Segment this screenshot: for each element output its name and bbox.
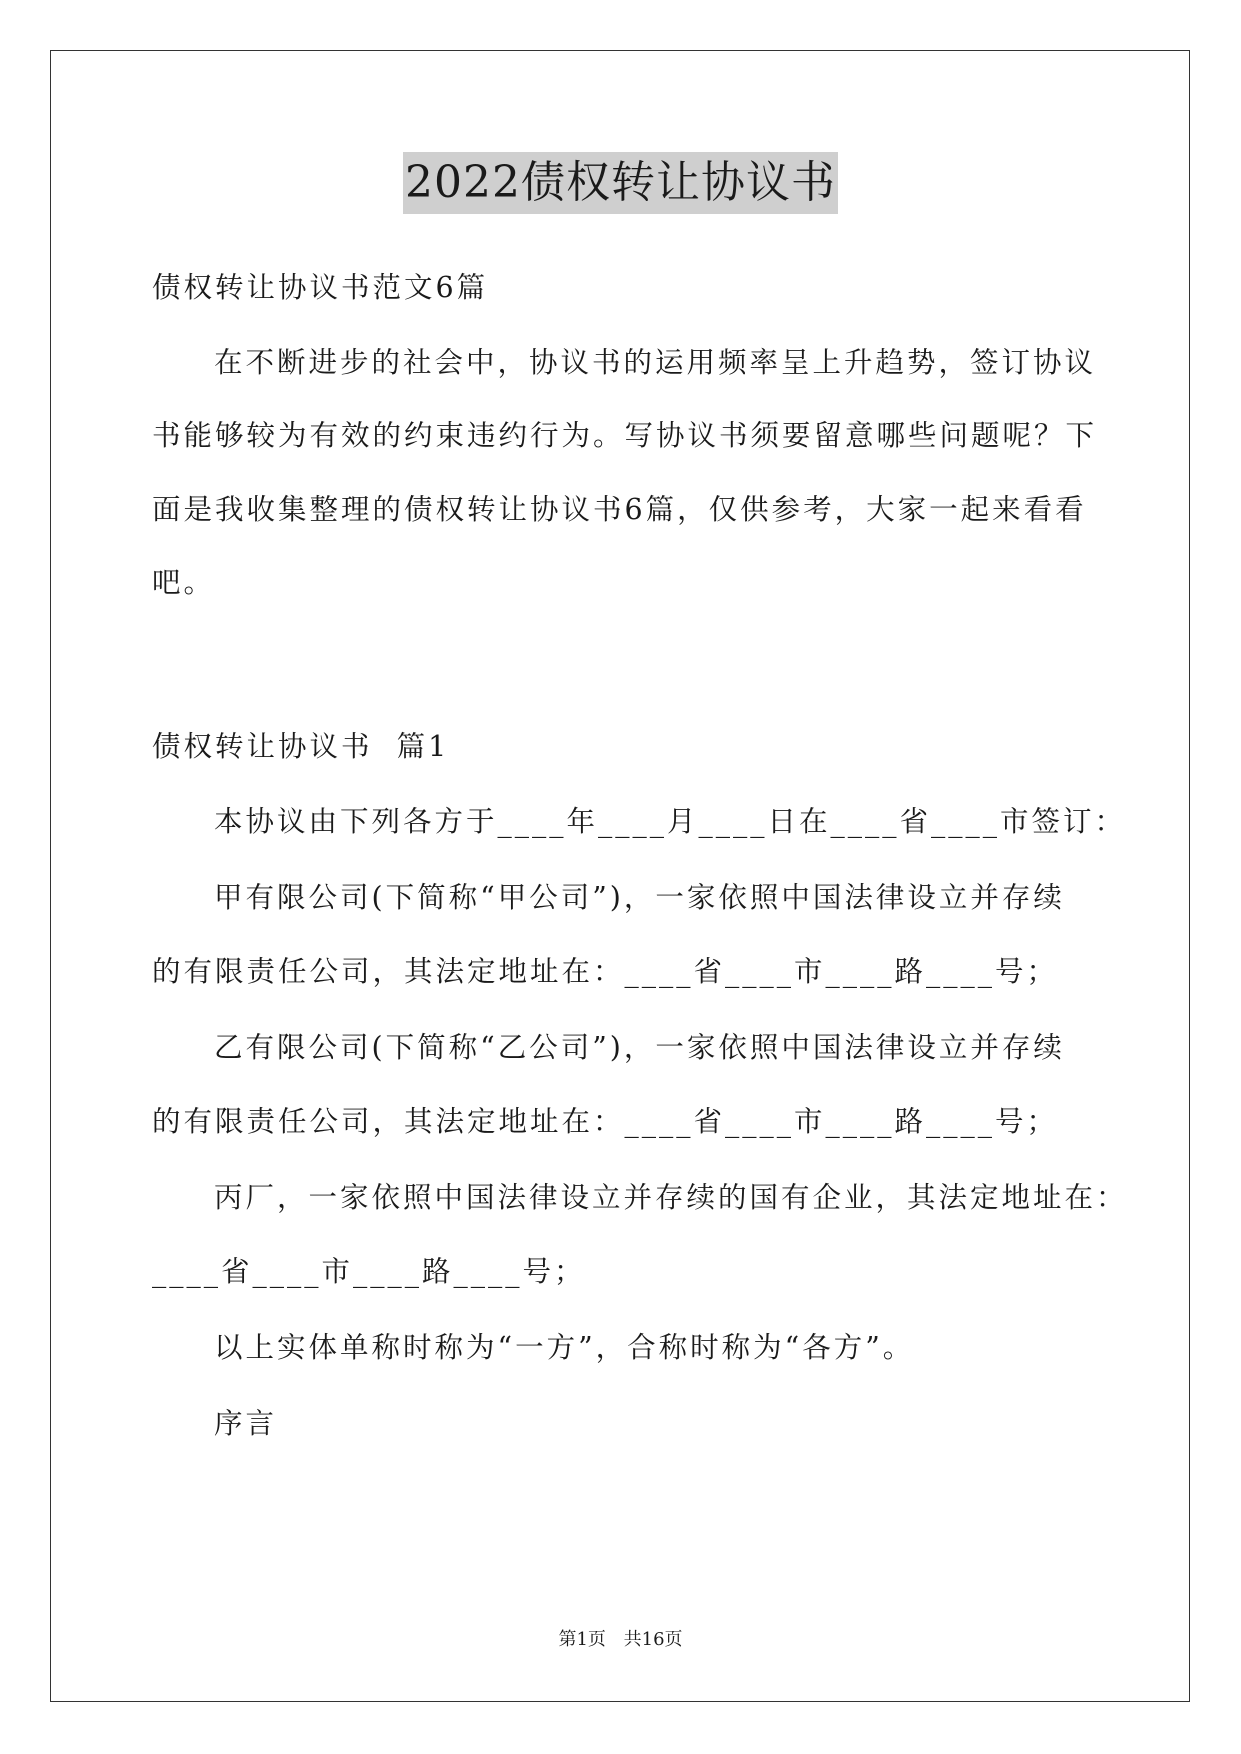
intro-line-2: 书能够较为有效的约束违约行为。写协议书须要留意哪些问题呢？下 xyxy=(152,419,1098,452)
page-footer xyxy=(0,1628,1241,1652)
intro-line-3: 面是我收集整理的债权转让协议书6篇，仅供参考，大家一起来看看 xyxy=(152,493,1087,526)
intro-line-4: 吧。 xyxy=(152,566,216,599)
page-total: 共16页 xyxy=(623,1629,683,1650)
body-line-8: 以上实体单称时称为“一方”，合称时称为“各方”。 xyxy=(214,1331,915,1364)
body-line-7: ____省____市____路____号； xyxy=(152,1255,586,1288)
body-line-4: 乙有限公司(下简称“乙公司”)，一家依照中国法律设立并存续 xyxy=(214,1031,1065,1064)
body-line-6: 丙厂，一家依照中国法律设立并存续的国有企业，其法定地址在： xyxy=(214,1181,1128,1214)
intro-line-1: 在不断进步的社会中，协议书的运用频率呈上升趋势，签订协议 xyxy=(214,346,1097,379)
body-line-1: 本协议由下列各方于____年____月____日在____省____市签订： xyxy=(214,805,1127,838)
title-container xyxy=(0,152,1241,214)
document-title: 2022债权转让协议书 xyxy=(403,152,838,214)
document-subtitle: 债权转让协议书范文6篇 xyxy=(152,271,489,304)
body-line-9: 序言 xyxy=(214,1407,278,1440)
body-line-3: 的有限责任公司，其法定地址在：____省____市____路____号； xyxy=(152,955,1059,988)
section-heading: 债权转让协议书 篇1 xyxy=(152,730,450,763)
body-line-2: 甲有限公司(下简称“甲公司”)，一家依照中国法律设立并存续 xyxy=(214,881,1065,914)
body-line-5: 的有限责任公司，其法定地址在：____省____市____路____号； xyxy=(152,1105,1059,1138)
page-number: 第1页 xyxy=(558,1629,606,1650)
